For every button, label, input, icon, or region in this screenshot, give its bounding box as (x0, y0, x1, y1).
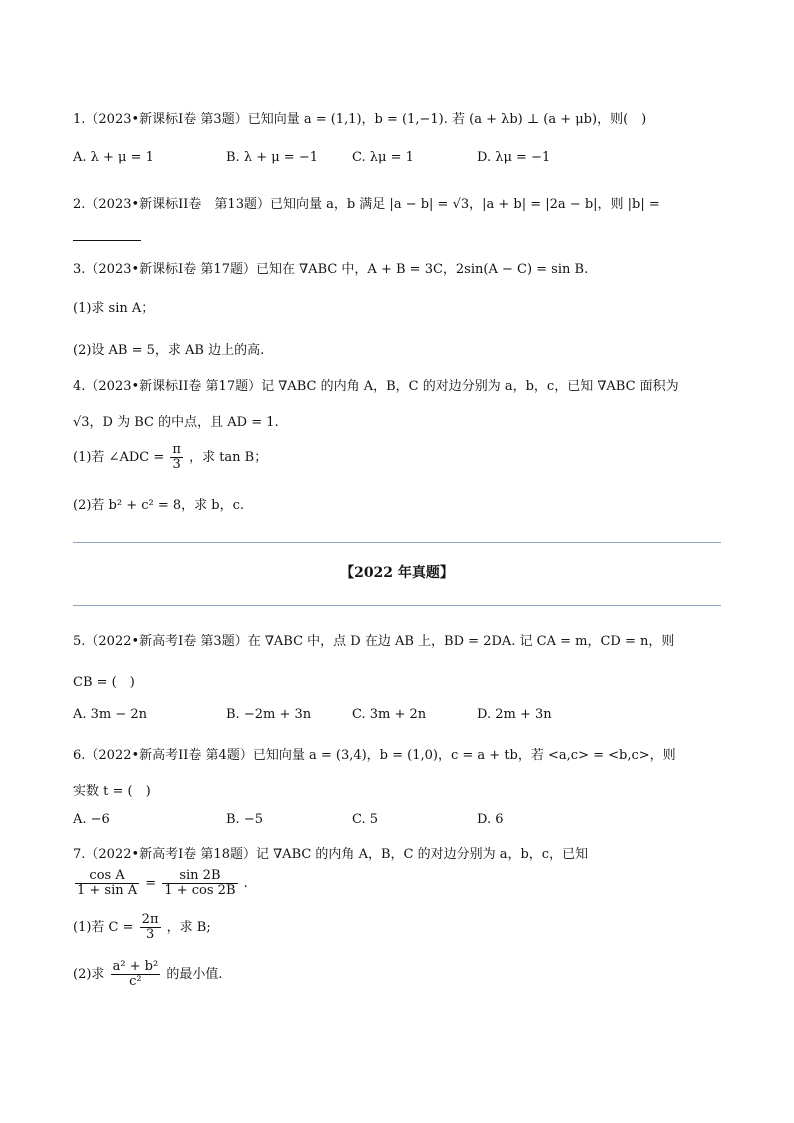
q1-option-c[interactable]: C. λμ = 1 (352, 150, 414, 165)
section-rule-top (73, 542, 721, 543)
q7-eq-left-fraction (75, 869, 139, 898)
q7-eq-equals: = (145, 876, 157, 891)
q1-option-b[interactable]: B. λ + μ = −1 (226, 150, 318, 165)
q5-option-a[interactable]: A. 3m − 2n (73, 707, 148, 722)
q3-stem: 3.（2023•新课标I卷 第17题）已知在 ∇ABC 中，A + B = 3C，2sin(A − C) = sin B. (73, 262, 589, 277)
q1-option-a[interactable]: A. λ + μ = 1 (73, 150, 154, 165)
q4-part2: (2)若 b² + c² = 8，求 b，c. (73, 498, 245, 513)
q3-part2: (2)设 AB = 5，求 AB 边上的高. (73, 343, 265, 358)
q7-part1 (73, 913, 211, 942)
q7-part1-pre: (1)若 C = (73, 920, 134, 935)
q5-option-c[interactable]: C. 3m + 2n (352, 707, 427, 722)
q7-eq-right-num: sin 2B (162, 869, 237, 884)
q4-stem-cont: √3，D 为 BC 的中点，且 AD = 1. (73, 415, 279, 430)
q7-part1-den: 3 (145, 927, 155, 942)
q6-option-c[interactable]: C. 5 (352, 812, 379, 827)
q4-part1-fraction (170, 443, 183, 472)
q7-part1-post: ，求 B; (166, 920, 211, 935)
q6-stem-cont: 实数 t = ( ) (73, 784, 151, 799)
q4-stem: 4.（2023•新课标II卷 第17题）记 ∇ABC 的内角 A，B，C 的对边分别为 a，b，c，已知 ∇ABC 面积为 (73, 379, 679, 394)
q7-eq-end: . (243, 876, 248, 891)
q7-stem: 7.（2022•新高考I卷 第18题）记 ∇ABC 的内角 A，B，C 的对边分别为 a，b，c，已知 (73, 847, 589, 862)
q4-part1-num: π (172, 442, 181, 457)
q7-part2 (73, 960, 223, 989)
q4-part1-post: ，求 tan B； (189, 450, 268, 465)
q5-stem-cont: CB = ( ) (73, 675, 135, 690)
q6-option-a[interactable]: A. −6 (73, 812, 110, 827)
q7-part2-pre: (2)求 (73, 967, 105, 982)
q7-part2-num: a² + b² (112, 959, 159, 974)
section-title: 【2022 年真题】 (340, 565, 454, 581)
q7-part1-num: 2π (141, 912, 159, 927)
q7-equation (73, 869, 248, 898)
q7-part1-fraction (140, 913, 161, 942)
q6-stem: 6.（2022•新高考II卷 第4题）已知向量 a = (3,4)，b = (1,0)，c = a + tb，若 <a,c> = <b,c>，则 (73, 748, 676, 763)
q7-eq-right-den: 1 + cos 2B (164, 883, 236, 898)
q7-part2-fraction (111, 960, 161, 989)
q2-stem: 2.（2023•新课标II卷 第13题）已知向量 a，b 满足 |a − b| = √3，|a + b| = |2a − b|，则 |b| = (73, 197, 660, 212)
q7-eq-left-den: 1 + sin A (77, 883, 138, 898)
q7-part2-den: c² (129, 974, 142, 989)
q5-option-d[interactable]: D. 2m + 3n (477, 707, 552, 722)
q1-stem: 1.（2023•新课标I卷 第3题）已知向量 a = (1,1)，b = (1,−1). 若 (a + λb) ⊥ (a + μb)，则( ) (73, 112, 647, 127)
q5-option-b[interactable]: B. −2m + 3n (226, 707, 312, 722)
q1-option-d[interactable]: D. λμ = −1 (477, 150, 551, 165)
q6-option-b[interactable]: B. −5 (226, 812, 263, 827)
q7-eq-right-fraction (162, 869, 237, 898)
q4-part1 (73, 443, 267, 472)
q3-part1: (1)求 sin A； (73, 301, 155, 316)
q2-answer-blank (73, 240, 141, 241)
section-rule-bottom (73, 605, 721, 606)
q5-stem: 5.（2022•新高考I卷 第3题）在 ∇ABC 中，点 D 在边 AB 上，BD = 2DA. 记 CA = m，CD = n，则 (73, 634, 675, 649)
q4-part1-pre: (1)若 ∠ADC = (73, 450, 165, 465)
q7-part2-post: 的最小值. (166, 967, 223, 982)
q6-option-d[interactable]: D. 6 (477, 812, 504, 827)
q4-part1-den: 3 (172, 457, 181, 472)
q7-eq-left-num: cos A (75, 869, 139, 884)
